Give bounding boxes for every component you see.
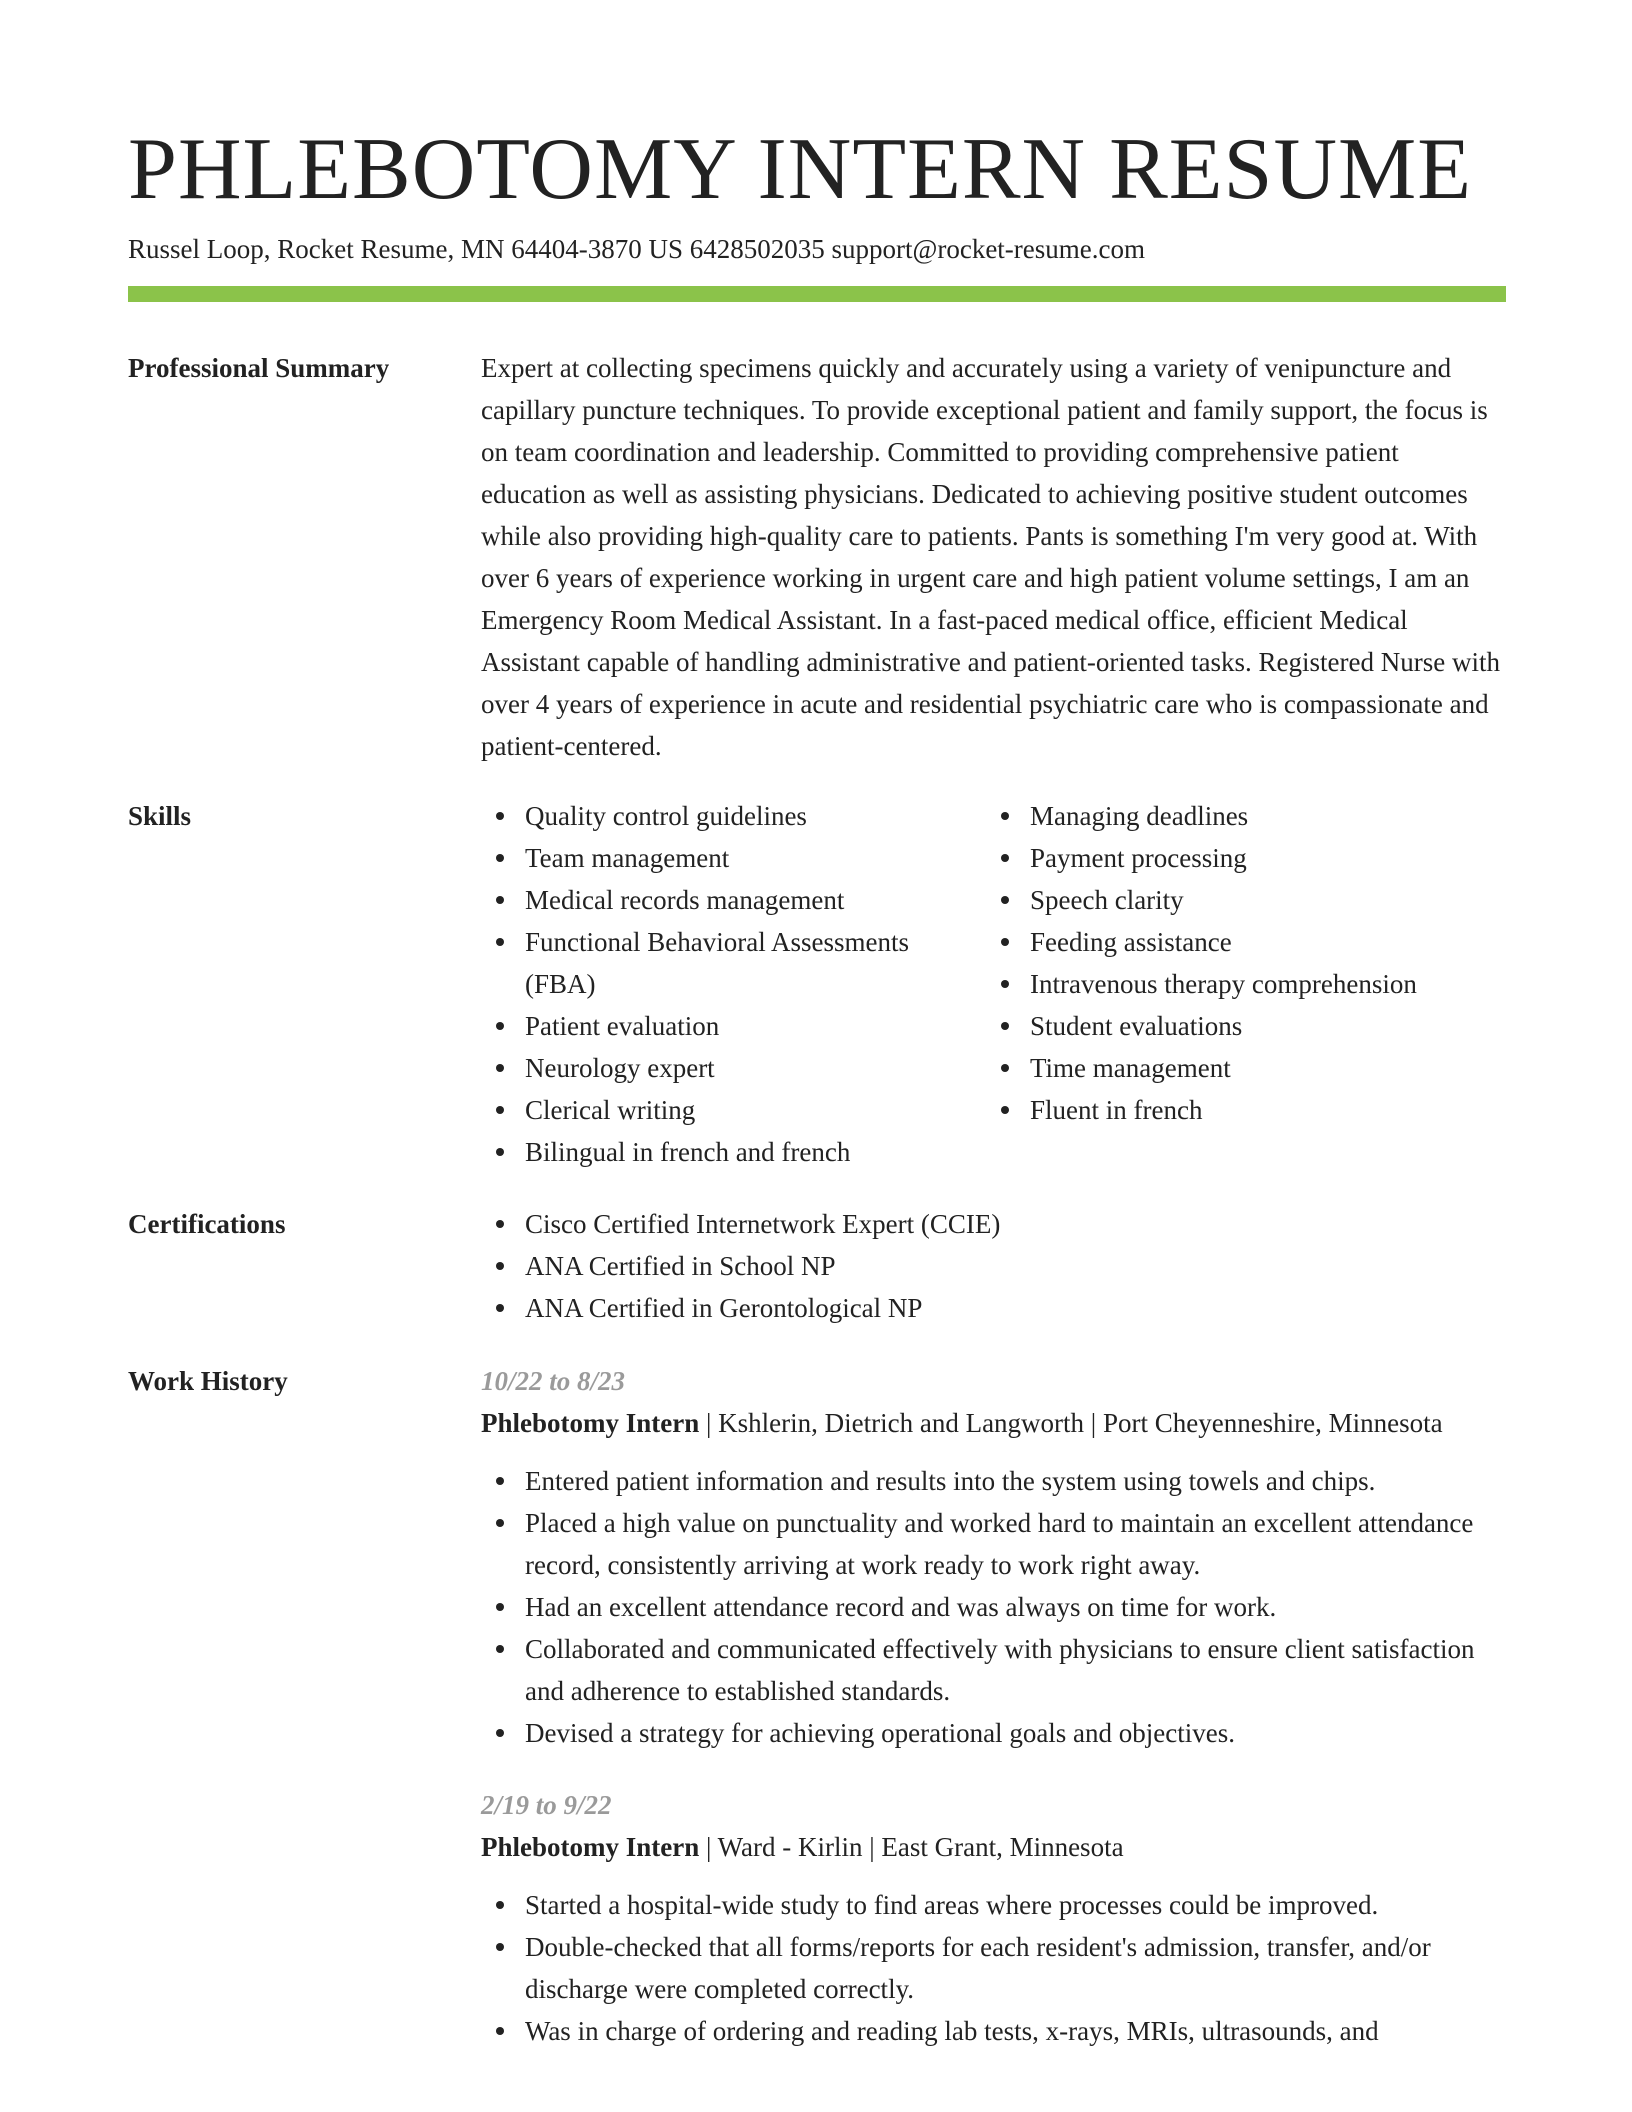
list-item: Fluent in french	[986, 1089, 1491, 1131]
skills-body	[481, 795, 1506, 1173]
certifications-list	[481, 1203, 1506, 1329]
contact-line: Russel Loop, Rocket Resume, MN 64404-3870 US 6428502035 support@rocket-resume.com	[128, 234, 1145, 264]
list-item: ANA Certified in School NP	[481, 1245, 1506, 1287]
section-work-history	[128, 1360, 1506, 2112]
section-label-summary: Professional Summary	[128, 353, 390, 383]
list-item: Placed a high value on punctuality and worked hard to maintain an excellent attendance record, consistently arriving at work ready to work right away.	[481, 1502, 1506, 1586]
list-item: Cisco Certified Internetwork Expert (CCIE)	[481, 1203, 1506, 1245]
certifications-body	[481, 1203, 1506, 1329]
list-item: Speech clarity	[986, 879, 1491, 921]
section-certifications	[128, 1203, 1506, 1343]
job-heading	[481, 1402, 1506, 1444]
list-item: Medical records management	[481, 879, 941, 921]
list-item: Double-checked that all forms/reports for each resident's admission, transfer, and/or discharge were completed correctly.	[481, 1926, 1506, 2010]
job-entry	[481, 1784, 1506, 2052]
list-item: Student evaluations	[986, 1005, 1491, 1047]
job-details: | Kshlerin, Dietrich and Langworth | Port Cheyenneshire, Minnesota	[699, 1408, 1443, 1438]
list-item: Team management	[481, 837, 941, 879]
job-dates: 10/22 to 8/23	[481, 1366, 626, 1396]
skills-list-right	[986, 795, 1491, 1173]
summary-body	[481, 347, 1506, 767]
section-skills	[128, 795, 1506, 1167]
list-item: Bilingual in french and french	[481, 1131, 941, 1173]
header-divider	[128, 286, 1506, 302]
list-item: Feeding assistance	[986, 921, 1491, 963]
list-item: Was in charge of ordering and reading lab tests, x-rays, MRIs, ultrasounds, and	[481, 2010, 1506, 2052]
job-dates: 2/19 to 9/22	[481, 1790, 612, 1820]
page-title: PHLEBOTOMY INTERN RESUME	[128, 121, 1473, 218]
list-item: Clerical writing	[481, 1089, 941, 1131]
list-item: Entered patient information and results into the system using towels and chips.	[481, 1460, 1506, 1502]
section-label-skills: Skills	[128, 801, 192, 831]
section-professional-summary	[128, 347, 1506, 767]
list-item: Started a hospital-wide study to find areas where processes could be improved.	[481, 1884, 1506, 1926]
job-bullets	[481, 1460, 1506, 1754]
list-item: Had an excellent attendance record and was always on time for work.	[481, 1586, 1506, 1628]
list-item: Patient evaluation	[481, 1005, 941, 1047]
job-bullets	[481, 1884, 1506, 2052]
job-entry	[481, 1360, 1506, 1754]
list-item: Devised a strategy for achieving operational goals and objectives.	[481, 1712, 1506, 1754]
resume-header	[128, 118, 1506, 266]
list-item: ANA Certified in Gerontological NP	[481, 1287, 1506, 1329]
list-item: Neurology expert	[481, 1047, 941, 1089]
job-title: Phlebotomy Intern	[481, 1832, 700, 1862]
list-item: Intravenous therapy comprehension	[986, 963, 1491, 1005]
work-history-body	[481, 1360, 1506, 2082]
summary-text: Expert at collecting specimens quickly and accurately using a variety of venipuncture and capillary puncture techniques. To provide exceptional patient and family support, the focus is on team coordination and leadership. Committed to providing comprehensive patient education as well as assisting physicians. Dedicated to achieving positive student outcomes while also providing high-quality care to patients. Pants is something I'm very good at. With over 6 years of experience working in urgent care and high patient volume settings, I am an Emergency Room Medical Assistant. In a fast-paced medical office, efficient Medical Assistant capable of handling administrative and patient-oriented tasks. Registered Nurse with over 4 years of experience in acute and residential psychiatric care who is compassionate and patient-centered.	[481, 353, 1500, 761]
skills-list-left	[481, 795, 941, 1173]
section-label-work-history: Work History	[128, 1366, 288, 1396]
list-item: Managing deadlines	[986, 795, 1491, 837]
list-item: Time management	[986, 1047, 1491, 1089]
list-item: Payment processing	[986, 837, 1491, 879]
job-details: | Ward - Kirlin | East Grant, Minnesota	[699, 1832, 1124, 1862]
job-title: Phlebotomy Intern	[481, 1408, 700, 1438]
list-item: Quality control guidelines	[481, 795, 941, 837]
list-item: Collaborated and communicated effectively with physicians to ensure client satisfaction and adherence to established standards.	[481, 1628, 1506, 1712]
list-item: Functional Behavioral Assessments (FBA)	[481, 921, 941, 1005]
section-label-certifications: Certifications	[128, 1209, 286, 1239]
job-heading	[481, 1826, 1506, 1868]
